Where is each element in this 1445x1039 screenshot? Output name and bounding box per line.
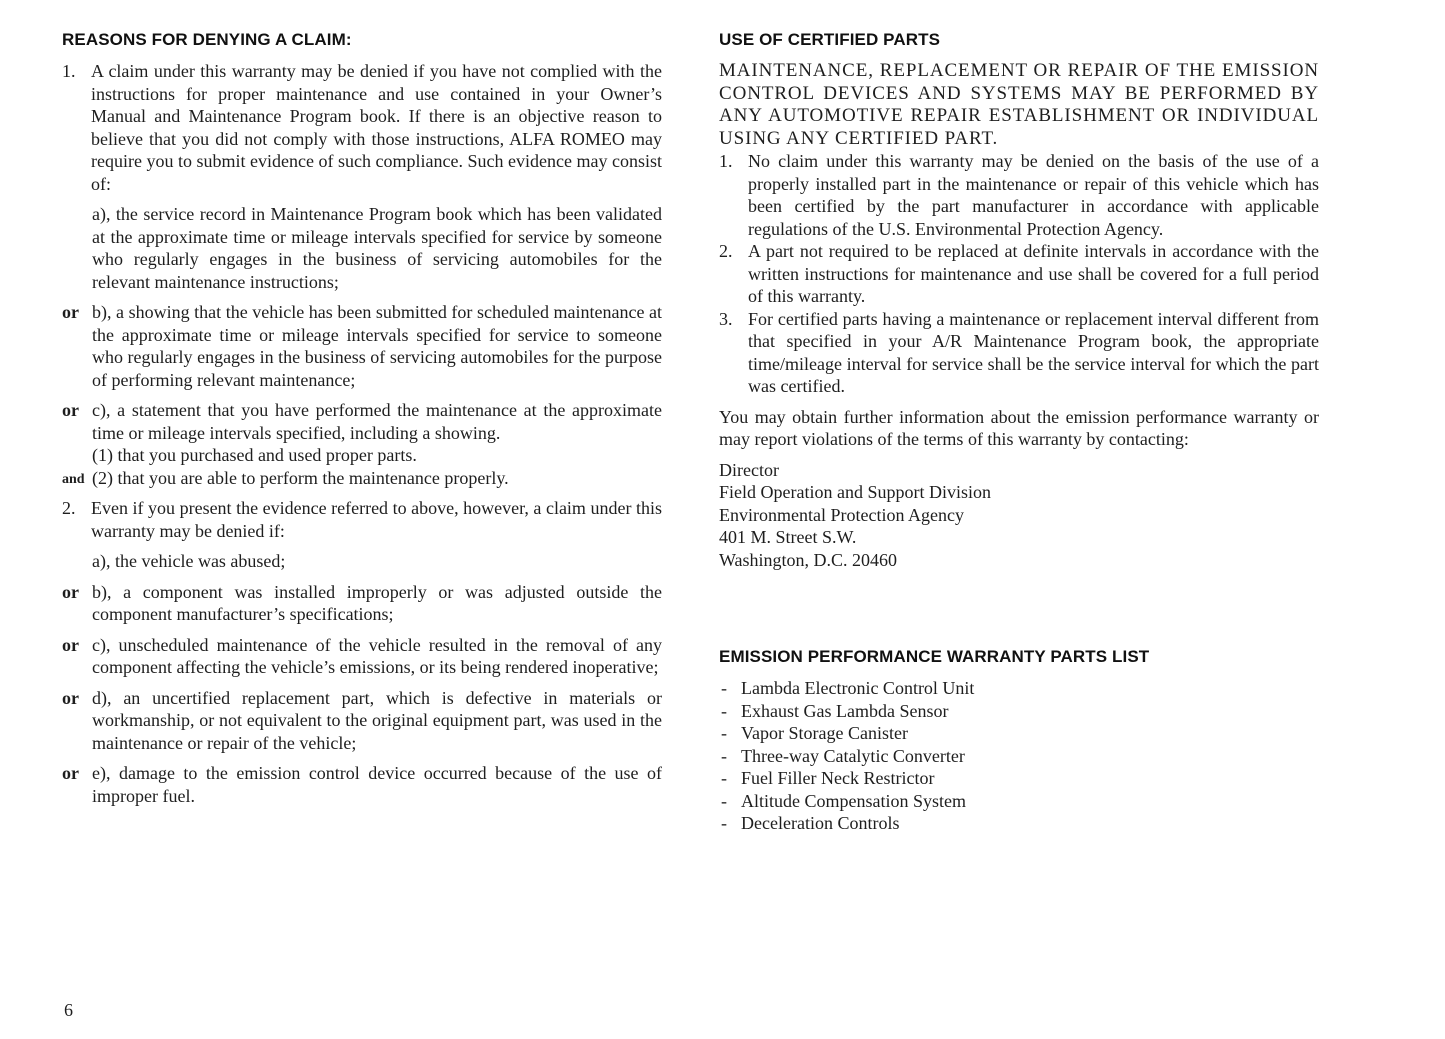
address-line: Environmental Protection Agency xyxy=(719,504,964,525)
item-marker: 3. xyxy=(719,308,733,329)
evidence-c-1 xyxy=(62,444,662,467)
denial-b xyxy=(62,581,662,626)
item-marker: 1. xyxy=(62,61,76,81)
address-line: Field Operation and Support Division xyxy=(719,482,991,502)
item-marker: or xyxy=(62,687,79,708)
evidence-c xyxy=(62,399,662,444)
denial-c xyxy=(62,634,662,679)
item-text: A part not required to be replaced at definite intervals in accordance with the written instructions for maintenance and use shall be covered for a full period of this warranty. xyxy=(748,241,1319,306)
item-text: No claim under this warranty may be denied on the basis of the use of a properly installed part in the maintenance or repair of this vehicle which has been certified by the part manufacturer in accordance with applicable regulations of the U.S. Environmental Protection Agency. xyxy=(748,151,1319,239)
item-text: b), a component was installed improperly or was adjusted outside the component manufacturer’s specifications; xyxy=(92,581,662,624)
item-marker: or xyxy=(62,302,79,322)
claim-item-2 xyxy=(62,497,662,542)
item-marker: or xyxy=(62,763,79,783)
list-item: - Altitude Compensation System xyxy=(721,790,966,811)
item-marker: and xyxy=(62,471,85,487)
epa-address xyxy=(719,459,1319,572)
address-line: Washington, D.C. 20460 xyxy=(719,549,898,570)
item-text: A claim under this warranty may be denied if you have not complied with the instructions for proper maintenance and use contained in your Owner’s Manual and Maintenance Program book. If there is an objective reason to believe that you did not comply with those instructions, ALFA ROMEO may require you to submit evidence of such compliance. Such evidence may consist of: xyxy=(91,61,662,194)
denial-d xyxy=(62,687,662,755)
certified-item-1 xyxy=(719,150,1319,240)
item-text: c), a statement that you have performed the maintenance at the approximate time or mileage intervals specified, including a showing. xyxy=(92,400,662,443)
parts-list-heading: EMISSION PERFORMANCE WARRANTY PARTS LIST xyxy=(719,647,1150,666)
address-line: Director xyxy=(719,459,779,480)
page-number: 6 xyxy=(64,1000,73,1020)
list-item: - Fuel Filler Neck Restrictor xyxy=(721,768,935,788)
item-text: (1) that you purchased and used proper parts. xyxy=(92,445,417,465)
claim-item-1 xyxy=(62,60,662,195)
left-column xyxy=(62,30,662,807)
list-item: - Exhaust Gas Lambda Sensor xyxy=(721,700,949,721)
certified-item-3 xyxy=(719,308,1319,398)
evidence-a xyxy=(62,203,662,293)
item-text: a), the vehicle was abused; xyxy=(92,551,286,571)
right-column xyxy=(719,30,1319,835)
item-text: (2) that you are able to perform the maintenance properly. xyxy=(92,467,509,488)
reasons-heading: REASONS FOR DENYING A CLAIM: xyxy=(62,30,352,49)
item-marker: or xyxy=(62,634,79,655)
info-paragraph: You may obtain further information about the emission performance warranty or may report violations of the terms of this warranty by contacting: xyxy=(719,406,1319,449)
item-text: e), damage to the emission control device occurred because of the use of improper fuel. xyxy=(92,763,662,806)
item-marker: or xyxy=(62,400,79,420)
address-line: 401 M. Street S.W. xyxy=(719,527,857,547)
item-text: c), unscheduled maintenance of the vehicle resulted in the removal of any component affecting the vehicle’s emissions, or its being rendered inoperative; xyxy=(92,634,662,677)
list-item: - Three-way Catalytic Converter xyxy=(721,745,965,766)
evidence-c-2 xyxy=(62,467,662,490)
certified-parts-heading: USE OF CERTIFIED PARTS xyxy=(719,30,941,49)
list-item: - Deceleration Controls xyxy=(721,813,900,833)
item-text: b), a showing that the vehicle has been submitted for scheduled maintenance at the approximate time or mileage intervals specified for service to someone who regularly engages in the business of servicing automobiles for the purpose of performing relevant maintenance; xyxy=(92,302,662,390)
item-text: Even if you present the evidence referred to above, however, a claim under this warranty may be denied if: xyxy=(91,498,662,541)
certified-item-2 xyxy=(719,240,1319,308)
item-marker: 2. xyxy=(719,241,733,261)
denial-e xyxy=(62,762,662,807)
certified-parts-intro: MAINTENANCE, REPLACEMENT OR REPAIR OF THE EMISSION CONTROL DEVICES AND SYSTEMS MAY BE PERFORMED BY ANY AUTOMOTIVE REPAIR ESTABLISHMENT OR INDIVIDUAL USING ANY CERTIFIED PART. xyxy=(719,60,1319,149)
denial-a xyxy=(62,550,662,573)
item-text: a), the service record in Maintenance Program book which has been validated at the approximate time or mileage intervals specified for service by someone who regularly engages in the business of servicing automobiles for the relevant maintenance instructions; xyxy=(92,204,662,292)
item-marker: 2. xyxy=(62,498,76,518)
item-text: d), an uncertified replacement part, which is defective in materials or workmanship, or not equivalent to the original equipment part, was used in the maintenance or repair of the vehicle; xyxy=(92,687,662,753)
item-marker: 1. xyxy=(719,151,733,171)
list-item: - Lambda Electronic Control Unit xyxy=(721,678,975,698)
item-text: For certified parts having a maintenance or replacement interval different from that specified in your A/R Maintenance Program book, the appropriate time/mileage interval for service shall be the service interval for which the part was certified. xyxy=(748,308,1319,396)
evidence-b xyxy=(62,301,662,391)
parts-list xyxy=(719,677,1319,835)
list-item: - Vapor Storage Canister xyxy=(721,723,908,743)
item-marker: or xyxy=(62,581,79,602)
